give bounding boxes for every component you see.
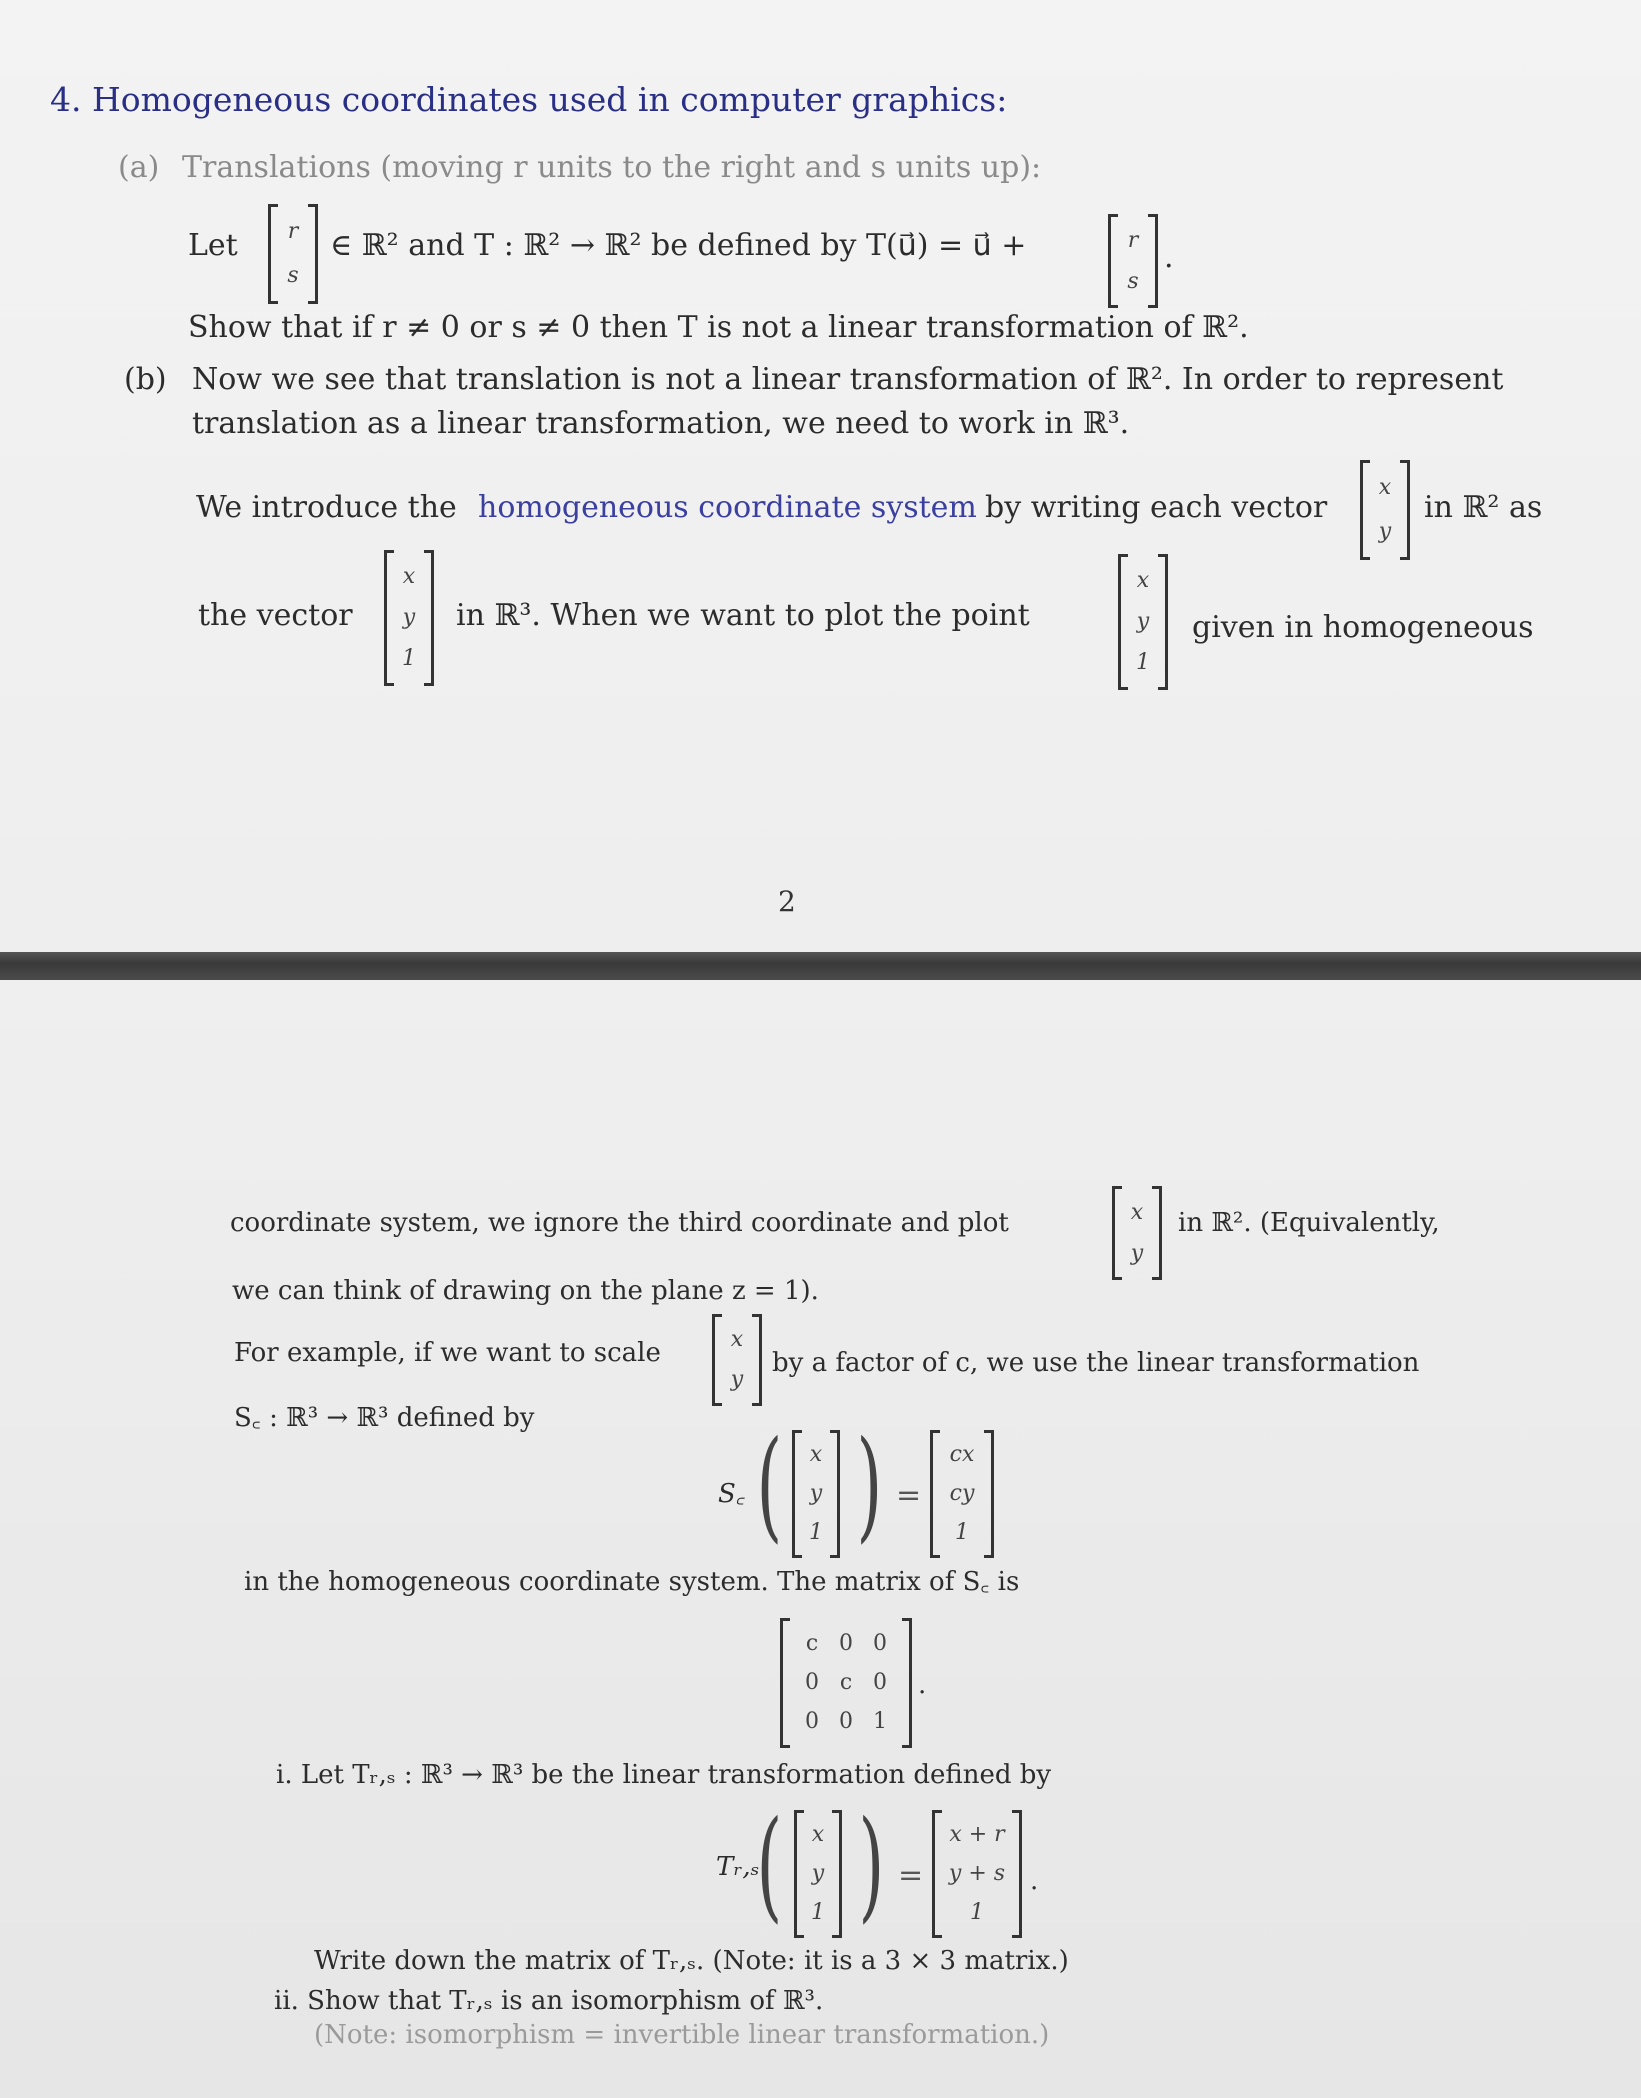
sc-output-vector: cx cy 1 [930, 1432, 994, 1556]
page-number: 2 [778, 885, 796, 918]
part-a-heading: Translations (moving r units to the right and s units up): [182, 150, 1042, 185]
vector-mid: in ℝ³. When we want to plot the point [456, 598, 1030, 633]
item-i-text: i. Let Tᵣ,ₛ : ℝ³ → ℝ³ be the linear transformation defined by [276, 1760, 1052, 1790]
sc-input-vector: x y 1 [792, 1432, 840, 1556]
vector-rs: r s [268, 206, 318, 302]
sc-label: S꜀ [718, 1479, 745, 1509]
vector-xy-plot: x y [1112, 1188, 1162, 1278]
part-a-show: Show that if r ≠ 0 or s ≠ 0 then T is not a linear transformation of ℝ². [188, 310, 1249, 345]
vector-xy1: x y 1 [384, 552, 434, 684]
part-a-label: (a) [118, 150, 160, 185]
sc-matrix: c 0 0 0 c 0 0 0 1 [780, 1620, 912, 1746]
left-paren-2: ( [756, 1796, 783, 1935]
vector-xy1-2: x y 1 [1118, 556, 1168, 688]
example-post: by a factor of c, we use the linear transformation [772, 1348, 1420, 1378]
trs-output-vector: x + r y + s 1 [932, 1812, 1022, 1936]
part-a-let: Let [188, 228, 238, 263]
vector-xy-scale: x y [712, 1316, 762, 1404]
intro-post: by writing each vector [985, 490, 1328, 525]
coord-line1: coordinate system, we ignore the third coordinate and plot [230, 1208, 1009, 1238]
right-paren: ) [856, 1416, 883, 1555]
trs-input-vector: x y 1 [794, 1812, 842, 1936]
equals-sign-2: = [898, 1858, 924, 1893]
vector-xy: x y [1360, 462, 1410, 558]
sc-definition: S꜀ : ℝ³ → ℝ³ defined by [234, 1403, 535, 1433]
item-ii-text: ii. Show that Tᵣ,ₛ is an isomorphism of ℝ³. [274, 1986, 824, 2016]
period: . [1164, 240, 1174, 275]
part-b-line2: translation as a linear transformation, we need to work in ℝ³. [192, 406, 1130, 441]
intro-term: homogeneous coordinate system [478, 490, 977, 525]
intro-in: in ℝ² as [1424, 490, 1543, 525]
trs-label: Tᵣ,ₛ [716, 1852, 760, 1882]
item-i-write: Write down the matrix of Tᵣ,ₛ. (Note: it is a 3 × 3 matrix.) [314, 1946, 1069, 1976]
coord-line1-post: in ℝ². (Equivalently, [1178, 1208, 1440, 1238]
vector-rs-2: r s [1108, 216, 1158, 306]
part-a-definition: ∈ ℝ² and T : ℝ² → ℝ² be defined by T(u⃗) = u⃗ + [330, 228, 1027, 263]
problem-title: 4. Homogeneous coordinates used in computer graphics: [50, 80, 1008, 119]
page-divider [0, 952, 1641, 980]
page-top [0, 0, 1641, 952]
sc-matrix-text: in the homogeneous coordinate system. The matrix of S꜀ is [244, 1567, 1020, 1597]
coord-line2: we can think of drawing on the plane z = 1). [232, 1276, 819, 1306]
page-bottom [0, 980, 1641, 2098]
left-paren: ( [756, 1416, 783, 1555]
period-3: . [1030, 1866, 1039, 1896]
intro-pre: We introduce the [196, 490, 457, 525]
right-paren-2: ) [858, 1796, 885, 1935]
equals-sign: = [896, 1478, 922, 1513]
part-b-label: (b) [124, 362, 167, 397]
vector-pre: the vector [198, 598, 353, 633]
item-ii-note: (Note: isomorphism = invertible linear transformation.) [314, 2020, 1050, 2050]
example-pre: For example, if we want to scale [234, 1338, 661, 1368]
period-2: . [918, 1670, 927, 1700]
vector-post: given in homogeneous [1192, 610, 1534, 645]
part-b-line1: Now we see that translation is not a linear transformation of ℝ². In order to represent [192, 362, 1504, 397]
